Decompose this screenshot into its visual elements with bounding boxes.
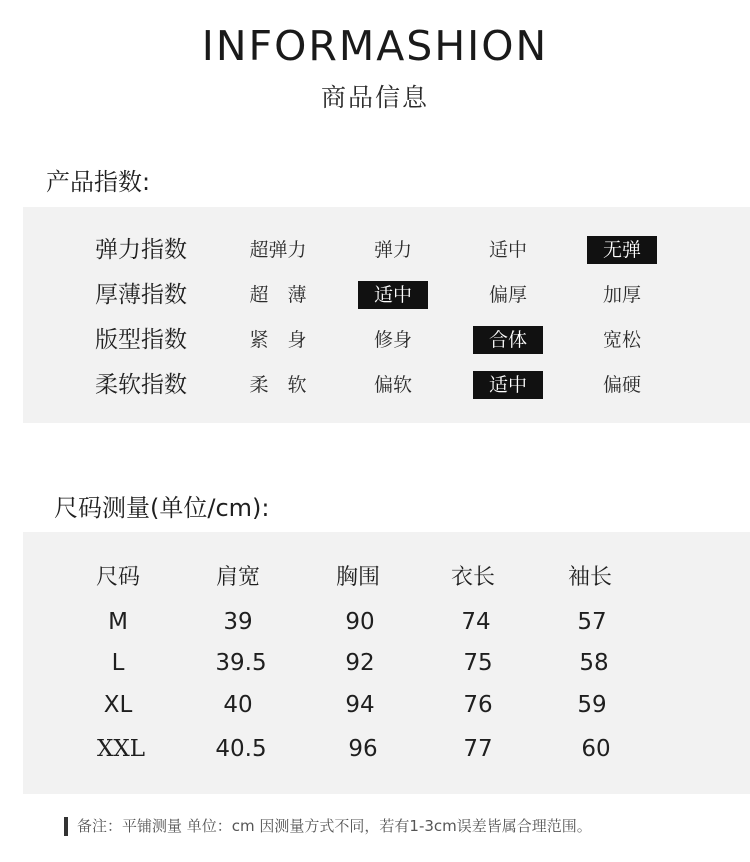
size-table [23, 532, 750, 794]
index-option: 适中 [358, 281, 428, 309]
table-cell: 96 [348, 736, 378, 762]
table-row [23, 604, 750, 640]
table-cell: 77 [463, 736, 493, 762]
column-header: 肩宽 [215, 565, 260, 590]
size-table-header [23, 560, 750, 596]
column-header: 衣长 [450, 565, 495, 590]
table-cell: 58 [579, 650, 609, 676]
table-row [23, 687, 750, 723]
index-row-elasticity [23, 232, 750, 268]
table-cell: 90 [345, 609, 375, 635]
note-marker [64, 817, 68, 836]
index-row-name: 柔软指数 [95, 372, 187, 398]
table-cell: XL [103, 692, 133, 718]
table-cell: 59 [577, 692, 607, 718]
product-index-panel [23, 207, 750, 423]
index-option: 合体 [473, 326, 543, 354]
product-index-label: 产品指数: [46, 168, 151, 196]
index-option: 适中 [488, 239, 527, 261]
column-header: 胸围 [335, 565, 380, 590]
index-option: 加厚 [602, 284, 641, 306]
index-option: 紧 身 [249, 329, 307, 351]
table-cell: 92 [345, 650, 375, 676]
index-option: 无弹 [587, 236, 657, 264]
index-option: 适中 [473, 371, 543, 399]
table-cell: 60 [581, 736, 611, 762]
index-option: 偏厚 [488, 284, 527, 306]
index-option: 偏硬 [602, 374, 641, 396]
index-row-name: 版型指数 [95, 327, 187, 353]
column-header: 尺码 [95, 565, 140, 590]
index-option: 偏软 [373, 374, 412, 396]
index-row-thickness [23, 277, 750, 313]
index-option: 修身 [373, 329, 412, 351]
table-row [23, 645, 750, 681]
size-measure-label: 尺码测量(单位/cm): [54, 494, 270, 522]
index-row-fit [23, 322, 750, 358]
table-cell: L [111, 650, 125, 676]
table-cell: M [108, 609, 128, 635]
index-row-softness [23, 367, 750, 403]
table-cell: XXL [96, 736, 146, 762]
table-cell: 75 [463, 650, 493, 676]
page-subtitle: 商品信息 [320, 83, 429, 112]
index-option: 弹力 [373, 239, 412, 261]
page-title: INFORMASHION [201, 22, 549, 70]
table-cell: 39 [223, 609, 253, 635]
measurement-note: 备注：平铺测量 单位：cm 因测量方式不同，若有1-3cm误差皆属合理范围。 [77, 817, 592, 835]
column-header: 袖长 [567, 565, 612, 590]
table-row [23, 731, 750, 767]
table-cell: 74 [461, 609, 491, 635]
index-option: 超弹力 [249, 239, 307, 261]
table-cell: 40.5 [215, 736, 267, 762]
table-cell: 40 [223, 692, 253, 718]
index-option: 超 薄 [249, 284, 307, 306]
table-cell: 39.5 [215, 650, 267, 676]
index-row-name: 厚薄指数 [95, 282, 187, 308]
table-cell: 76 [463, 692, 493, 718]
index-row-name: 弹力指数 [95, 237, 187, 263]
table-cell: 57 [577, 609, 607, 635]
table-cell: 94 [345, 692, 375, 718]
index-option: 柔 软 [249, 374, 307, 396]
index-option: 宽松 [602, 329, 641, 351]
